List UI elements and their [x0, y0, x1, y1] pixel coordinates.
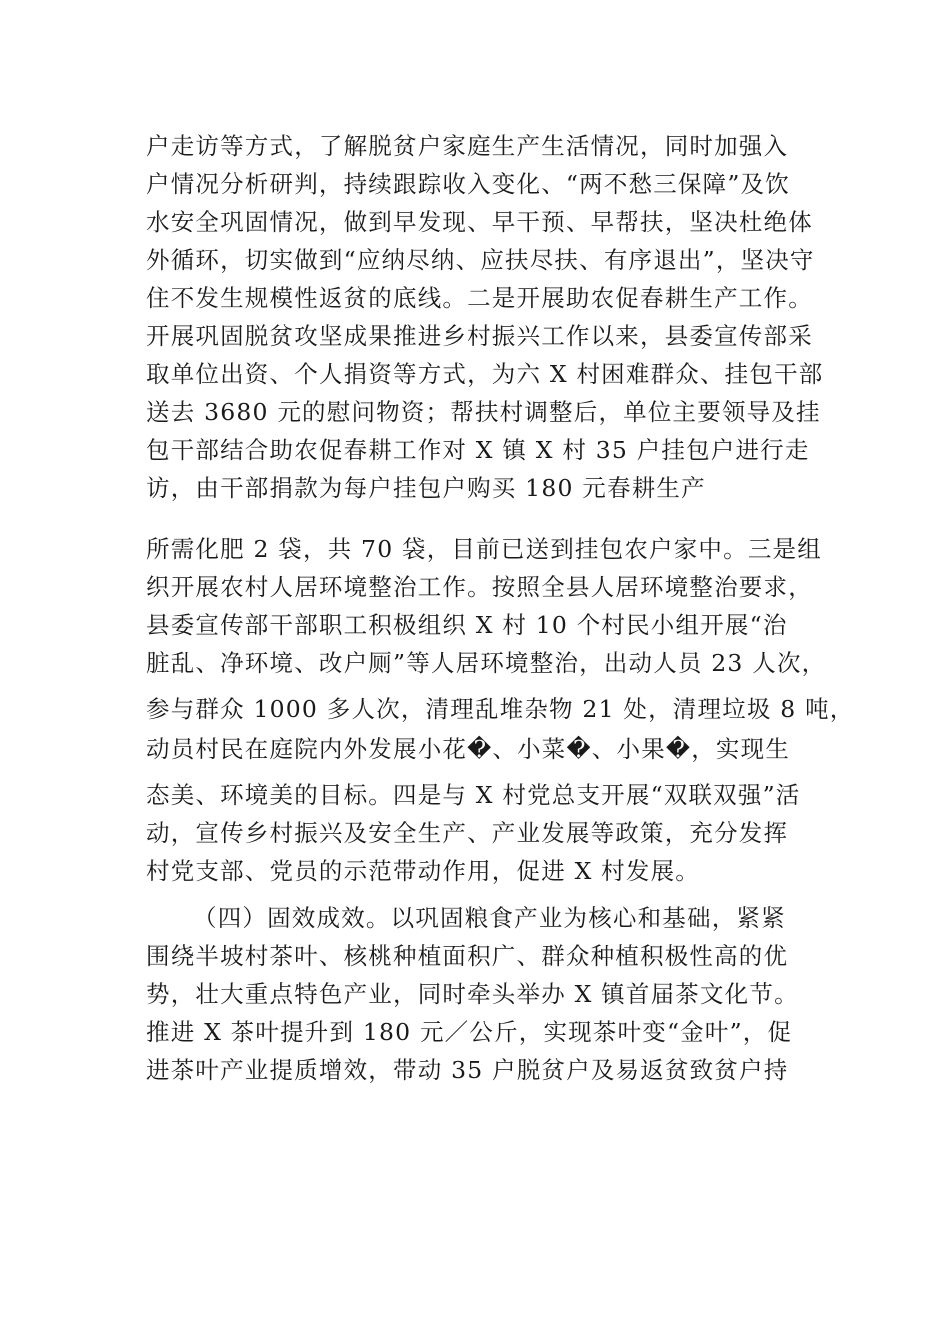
- paragraph-line: 进茶叶产业提质增效，带动 35 户脱贫户及易返贫致贫户持: [146, 1056, 789, 1084]
- paragraph-line: 送去 3680 元的慰问物资；帮扶村调整后，单位主要领导及挂: [146, 398, 821, 426]
- paragraph-line: [146, 731, 790, 767]
- paragraph-line: 参与群众 1000 多人次，清理乱堆杂物 21 处，清理垃圾 8 吨，: [146, 695, 855, 723]
- paragraph-line: 户走访等方式，了解脱贫户家庭生产生活情况，同时加强入: [146, 132, 789, 160]
- line-part: 动员村民在庭院内外发展小花: [146, 735, 468, 763]
- paragraph-line: 态美、环境美的目标。四是与 X 村党总支开展“双联双强”活: [146, 781, 801, 809]
- paragraph-line: 访，由干部捐款为每户挂包户购买 180 元春耕生产: [146, 474, 706, 502]
- paragraph-line: （四）固效成效。以巩固粮食产业为核心和基础，紧紧: [193, 904, 786, 932]
- paragraph-line: 取单位出资、个人捐资等方式，为六 X 村困难群众、挂包干部: [146, 360, 824, 388]
- paragraph-line: 围绕半坡村茶叶、核桃种植面积广、群众种植积极性高的优: [146, 942, 789, 970]
- paragraph-line: 动，宣传乡村振兴及安全生产、产业发展等政策，充分发挥: [146, 819, 789, 847]
- paragraph-line: 所需化肥 2 袋，共 70 袋，目前已送到挂包农户家中。三是组: [146, 535, 822, 563]
- paragraph-line: 织开展农村人居环境整治工作。按照全县人居环境整治要求，: [146, 573, 813, 601]
- paragraph-line: 外循环，切实做到“应纳尽纳、应扶尽扶、有序退出”，坚决守: [146, 246, 815, 274]
- paragraph-line: 推进 X 茶叶提升到 180 元／公斤，实现茶叶变“金叶”，促: [146, 1018, 793, 1046]
- paragraph-line: 脏乱、净环境、改户厕”等人居环境整治，出动人员 23 人次，: [146, 649, 827, 677]
- paragraph-line: 包干部结合助农促春耕工作对 X 镇 X 村 35 户挂包户进行走: [146, 436, 810, 464]
- paragraph-line: 开展巩固脱贫攻坚成果推进乡村振兴工作以来，县委宣传部采: [146, 322, 813, 350]
- paragraph-line: 住不发生规模性返贫的底线。二是开展助农促春耕生产工作。: [146, 284, 813, 312]
- line-part: �，实现生: [665, 735, 791, 763]
- paragraph-line: 势，壮大重点特色产业，同时牵头举办 X 镇首届茶文化节。: [146, 980, 799, 1008]
- paragraph-line: 户情况分析研判，持续跟踪收入变化、“两不愁三保障”及饮: [146, 170, 790, 198]
- paragraph-line: 县委宣传部干部职工积极组织 X 村 10 个村民小组开展“治: [146, 611, 788, 639]
- paragraph-line: 水安全巩固情况，做到早发现、早干预、早帮扶，坚决杜绝体: [146, 208, 813, 236]
- paragraph-line: 村党支部、党员的示范带动作用，促进 X 村发展。: [146, 857, 700, 885]
- line-part: �、小果: [566, 735, 666, 763]
- line-part: �、小菜: [467, 735, 567, 763]
